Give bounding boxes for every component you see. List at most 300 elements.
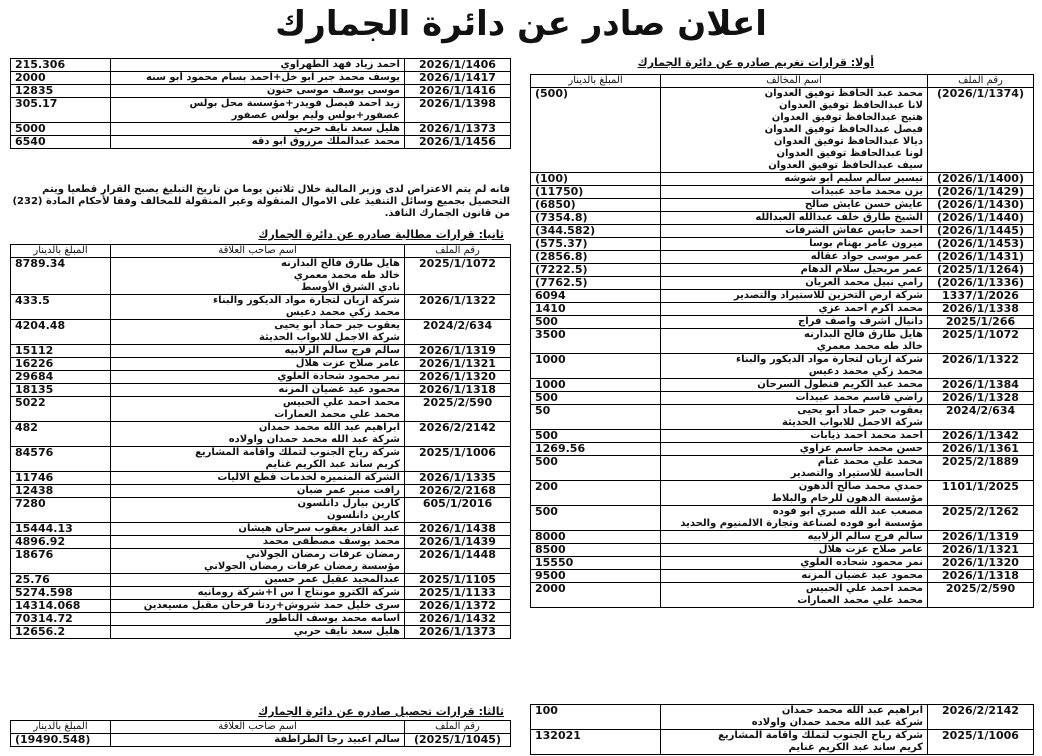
table-row — [531, 277, 1034, 290]
amount: 3500 — [531, 329, 661, 354]
name-line: عامر صلاح عزت هلال — [295, 358, 400, 369]
table-row — [531, 88, 1034, 173]
name-line: محمد زكي محمد دعيس — [285, 307, 400, 318]
table-row — [11, 626, 511, 639]
name-line: ابراهيم عبد الله محمد حمدان — [258, 422, 400, 433]
name-line: شركة عبد الله محمد حمدان واولاده — [751, 717, 923, 728]
party-name — [661, 379, 928, 392]
party-name — [661, 456, 928, 481]
name-line: مؤسسة ابو فوده لصناعة وتجارة الالمنيوم والحديد — [680, 518, 923, 529]
table-row — [531, 354, 1034, 379]
table-row — [531, 186, 1034, 199]
table-row — [11, 600, 511, 613]
header-name: اسم المخالف — [661, 75, 928, 88]
name-line: هايل طارق فالح البدارنه — [281, 258, 400, 269]
table-row — [11, 358, 511, 371]
amount: 1269.56 — [531, 443, 661, 456]
file-number: (2025/1/1045) — [405, 734, 511, 747]
amount: 12656.2 — [11, 626, 111, 639]
table-row — [531, 730, 1034, 755]
name-line: الشركة المتميزه لخدمات قطع الاليات — [217, 472, 400, 483]
name-line: عبد القادر يعقوب سرحان هيشان — [238, 523, 400, 534]
party-name — [111, 523, 405, 536]
file-number: 2025/1/1072 — [405, 258, 511, 295]
file-number: 2026/1/1373 — [405, 626, 511, 639]
file-number: 2026/1/1328 — [928, 392, 1034, 405]
table-row — [11, 485, 511, 498]
file-number: 2026/1/1320 — [928, 557, 1034, 570]
amount: 84576 — [11, 447, 111, 472]
amount: 70314.72 — [11, 613, 111, 626]
amount: 215.306 — [11, 59, 111, 72]
name-line: مؤسسة رمضان عرفات رمضان الجولاني — [203, 561, 400, 572]
section3-caption: ثالثا: قرارات تحصيل صادره عن دائرة الجمارك — [258, 705, 504, 718]
table-row — [531, 173, 1034, 186]
table-row — [531, 290, 1034, 303]
table-row — [531, 481, 1034, 506]
amount: 2000 — [11, 72, 111, 85]
table-row — [11, 613, 511, 626]
file-number: 2025/2/1262 — [928, 506, 1034, 531]
amount: (19490.548) — [11, 734, 111, 747]
party-name — [111, 371, 405, 384]
party-name — [661, 570, 928, 583]
file-number: 2026/1/1432 — [405, 613, 511, 626]
file-number: 2025/1/1006 — [405, 447, 511, 472]
file-number: (2026/1/1374) — [928, 88, 1034, 173]
amount: (7354.8) — [531, 212, 661, 225]
amount: 12438 — [11, 485, 111, 498]
name-line: محمد علي محمد غنام — [817, 456, 923, 467]
party-name — [111, 574, 405, 587]
party-name — [661, 443, 928, 456]
party-name — [661, 354, 928, 379]
amount: 14314.068 — [11, 600, 111, 613]
file-number: 2026/1/1361 — [928, 443, 1034, 456]
file-number: 2024/2/634 — [928, 405, 1034, 430]
name-line: شركة ارض التخزين للاستيراد والتصدير — [733, 290, 923, 301]
header-amount: المبلغ بالدينار — [11, 721, 111, 734]
amount: 4896.92 — [11, 536, 111, 549]
amount: (100) — [531, 173, 661, 186]
table-row — [11, 523, 511, 536]
name-line: هليل سعد نايف حربي — [293, 626, 400, 637]
name-line: عمر مريحيل سلام الدهام — [800, 264, 923, 275]
file-number: 2026/1/1335 — [405, 472, 511, 485]
file-number: 2026/1/1319 — [405, 345, 511, 358]
party-name — [661, 251, 928, 264]
section3-table — [10, 720, 511, 747]
party-name — [661, 225, 928, 238]
table-row — [11, 498, 511, 523]
name-line: شركة الاجمل للابواب الحديثة — [781, 417, 923, 428]
file-number: 605/1/2016 — [405, 498, 511, 523]
name-line: حسن محمد جاسم عزاوي — [799, 443, 923, 454]
table-row — [531, 316, 1034, 329]
party-name: هليل سعد نايف حربي — [111, 123, 405, 136]
party-name — [661, 199, 928, 212]
party-name — [661, 186, 928, 199]
section1-caption: أولا: قرارات تغريم صادره عن دائرة الجمارك — [637, 56, 874, 69]
name-line: الشيخ طارق خلف عبدالله العبدالله — [755, 212, 923, 223]
name-line: شركة ازيان لتجارة مواد الديكور والبناء — [735, 354, 923, 365]
party-name — [111, 397, 405, 422]
amount: 305.17 — [11, 98, 111, 123]
name-line: محمد عبد الكريم فنطول السرحان — [757, 379, 923, 390]
header-amount: المبلغ بالدينار — [11, 245, 111, 258]
amount: 9500 — [531, 570, 661, 583]
name-line: محمد احمد علي الحبيس — [282, 397, 400, 408]
file-number: (2026/1/1431) — [928, 251, 1034, 264]
party-name — [661, 557, 928, 570]
name-line: محمد اكرم احمد عزي — [818, 303, 923, 314]
amount: 100 — [531, 705, 661, 730]
file-number: (2025/1/1264) — [928, 264, 1034, 277]
table-row — [11, 397, 511, 422]
party-name — [661, 173, 928, 186]
name-line: نمر محمود شحادة العلوي — [277, 371, 400, 382]
amount: 500 — [531, 392, 661, 405]
party-name — [661, 212, 928, 225]
party-name — [111, 613, 405, 626]
file-number: 2026/1/1372 — [405, 600, 511, 613]
name-line: نادي الشرق الأوسط — [301, 282, 400, 293]
party-name — [661, 303, 928, 316]
party-name — [661, 730, 928, 755]
table-row — [531, 456, 1034, 481]
name-line: محمد يوسف مصطفى محمد — [262, 536, 400, 547]
party-name: احمد زياد فهد الطهراوي — [111, 59, 405, 72]
name-line: ديالا عبدالحافظ توفيق العدوان — [773, 136, 923, 147]
party-name — [661, 705, 928, 730]
name-line: رافت منير عمر ضبان — [296, 485, 400, 496]
amount: 1000 — [531, 379, 661, 392]
table-row — [11, 136, 511, 149]
file-number: (2026/1/1445) — [928, 225, 1034, 238]
file-number: 2026/1/1373 — [405, 123, 511, 136]
party-name — [111, 447, 405, 472]
file-number: 2026/1/1318 — [405, 384, 511, 397]
table-row — [11, 447, 511, 472]
table-row — [11, 123, 511, 136]
section2-caption: ثانيا: قرارات مطالبة صادره عن دائرة الجمارك — [258, 228, 504, 241]
name-line: تيسير سالم سليم ابو شوشه — [784, 173, 923, 184]
party-name — [661, 531, 928, 544]
table-row — [531, 557, 1034, 570]
amount: 15550 — [531, 557, 661, 570]
party-name — [661, 392, 928, 405]
name-line: محمد احمد علي الحبيس — [805, 583, 923, 594]
file-number: 2025/2/590 — [928, 583, 1034, 608]
name-line: محمد علي محمد العمارات — [797, 595, 923, 606]
name-line: هايل طارق فالح البدارنه — [804, 329, 923, 340]
amount: 15112 — [11, 345, 111, 358]
table-row — [11, 734, 511, 747]
file-number: 2026/1/1322 — [928, 354, 1034, 379]
name-line: عايش حسن عايش صالح — [804, 199, 923, 210]
name-line: ابراهيم عبد الله محمد حمدان — [781, 705, 923, 716]
table-row — [11, 59, 511, 72]
amount: 29684 — [11, 371, 111, 384]
file-number: 2026/1/1319 — [928, 531, 1034, 544]
amount: (500) — [531, 88, 661, 173]
party-name — [111, 498, 405, 523]
table-row — [531, 531, 1034, 544]
amount: 50 — [531, 405, 661, 430]
file-number: 2026/1/1406 — [405, 59, 511, 72]
name-line: كريم ساند عبد الكريم غنايم — [265, 459, 400, 470]
name-line: سالم اعبيد رجا الطراطفة — [274, 734, 400, 745]
name-line: احمد محمد احمد ذيابات — [810, 430, 923, 441]
table-row — [531, 443, 1034, 456]
party-name — [111, 384, 405, 397]
file-number: (2026/1/1453) — [928, 238, 1034, 251]
name-line: يزن محمد ماجد عبيدات — [810, 186, 923, 197]
name-line: كريم ساند عبد الكريم غنايم — [788, 742, 923, 753]
table-row — [531, 251, 1034, 264]
name-line: سالم فرج سالم الزلابيه — [284, 345, 400, 356]
table-row — [531, 544, 1034, 557]
party-name: محمد عبدالملك مرزوق ابو دقه — [111, 136, 405, 149]
amount: 500 — [531, 506, 661, 531]
party-name — [111, 258, 405, 295]
name-line: شركة عبد الله محمد حمدان واولاده — [228, 434, 400, 445]
file-number: 2025/1/1072 — [928, 329, 1034, 354]
header-file: رقم الملف — [405, 721, 511, 734]
party-name — [111, 734, 405, 747]
amount: 11746 — [11, 472, 111, 485]
name-line: فيصل عبدالحافظ توفيق العدوان — [764, 124, 923, 135]
name-line: محمود عيد غضيان المزنه — [801, 570, 923, 581]
file-number: 2026/1/1438 — [405, 523, 511, 536]
name-line: خالد طه محمد معمري — [293, 270, 400, 281]
file-number: 2025/1/266 — [928, 316, 1034, 329]
name-line: احمد حابس عفاش الشرفات — [785, 225, 923, 236]
amount: 500 — [531, 430, 661, 443]
party-name — [111, 320, 405, 345]
table-row — [531, 430, 1034, 443]
table-row — [531, 303, 1034, 316]
file-number: 2026/2/2142 — [928, 705, 1034, 730]
party-name: موسى يوسف موسى حنون — [111, 85, 405, 98]
name-line: الحاسبة للاستيراد والتصدير — [790, 468, 923, 479]
name-line: سيف عبدالحافظ توفيق العدوان — [768, 160, 923, 171]
table-row — [11, 422, 511, 447]
table-row — [11, 98, 511, 123]
table-row — [531, 570, 1034, 583]
table-row — [11, 258, 511, 295]
table-row — [11, 472, 511, 485]
party-name — [111, 549, 405, 574]
table-row — [531, 392, 1034, 405]
amount: 2000 — [531, 583, 661, 608]
amount: 8500 — [531, 544, 661, 557]
amount: 6540 — [11, 136, 111, 149]
party-name — [111, 358, 405, 371]
party-name — [111, 587, 405, 600]
amount: (575.37) — [531, 238, 661, 251]
party-name — [661, 316, 928, 329]
party-name — [661, 277, 928, 290]
name-line: رمضان عرفات رمضان الجولاني — [245, 549, 400, 560]
file-number: 2025/1/1105 — [405, 574, 511, 587]
table-row — [531, 238, 1034, 251]
header-name: اسم صاحب العلاقة — [111, 245, 405, 258]
name-line: شركة الاجمل للابواب الحديثة — [258, 332, 400, 343]
file-number: 1101/1/2025 — [928, 481, 1034, 506]
file-number: (2026/1/1400) — [928, 173, 1034, 186]
amount: (7222.5) — [531, 264, 661, 277]
table-row — [531, 506, 1034, 531]
amount: 18676 — [11, 549, 111, 574]
party-name — [111, 536, 405, 549]
file-number: 2026/1/1338 — [928, 303, 1034, 316]
file-number: (2026/1/1440) — [928, 212, 1034, 225]
name-line: شركة الكترو مونتاج ا س ا+شركة رومانيه — [197, 587, 400, 598]
name-line: حمدي محمد صالح الدهون — [798, 481, 923, 492]
amount: 433.5 — [11, 295, 111, 320]
section1b-table — [530, 704, 1034, 755]
party-name — [111, 600, 405, 613]
name-line: اسامه محمد يوسف الناطور — [266, 613, 400, 624]
party-name — [661, 88, 928, 173]
header-name: اسم صاحب العلاقة — [111, 721, 405, 734]
name-line: عامر صلاح عزت هلال — [818, 544, 923, 555]
party-name — [111, 295, 405, 320]
table-row — [11, 574, 511, 587]
party-name — [111, 422, 405, 447]
table-row — [531, 264, 1034, 277]
party-name: يوسف محمد جبر ابو خل+احمد بسام محمود أبو سنه — [111, 72, 405, 85]
name-line: شركة رياح الجنوب لتملك واقامة المشاريع — [718, 730, 923, 741]
party-name: زيد احمد فيصل فويدر+مؤسسة محل بولس عصفور+بولس وليم بولس عصفور — [111, 98, 405, 123]
name-line: لانا عبدالحافظ توفيق العدوان — [779, 100, 923, 111]
file-number: 2026/1/1320 — [405, 371, 511, 384]
file-number: 2025/1/1133 — [405, 587, 511, 600]
file-number: 2026/1/1384 — [928, 379, 1034, 392]
amount: 6094 — [531, 290, 661, 303]
table-row — [531, 225, 1034, 238]
table-row — [11, 549, 511, 574]
file-number: 2026/1/1417 — [405, 72, 511, 85]
amount: 5274.598 — [11, 587, 111, 600]
file-number: 2026/1/1398 — [405, 98, 511, 123]
table-row — [11, 371, 511, 384]
amount: 8000 — [531, 531, 661, 544]
file-number: (2026/1/1336) — [928, 277, 1034, 290]
table-row — [531, 199, 1034, 212]
table-row — [11, 295, 511, 320]
amount: 4204.48 — [11, 320, 111, 345]
table-row — [531, 705, 1034, 730]
file-number: 2026/1/1439 — [405, 536, 511, 549]
name-line: رامي نبيل محمد العريان — [805, 277, 923, 288]
party-name — [661, 544, 928, 557]
name-line: هتيج عبدالحافظ توفيق العدوان — [771, 112, 923, 123]
table-row — [531, 379, 1034, 392]
header-file: رقم الملف — [928, 75, 1034, 88]
amount: 5000 — [11, 123, 111, 136]
amount: (7762.5) — [531, 277, 661, 290]
name-line: محمد عبد الحافظ توفيق العدوان — [764, 88, 923, 99]
file-number: 2026/2/2168 — [405, 485, 511, 498]
name-line: خالد طه محمد معمري — [816, 341, 923, 352]
amount: 200 — [531, 481, 661, 506]
table-row — [531, 329, 1034, 354]
party-name — [111, 345, 405, 358]
file-number: 2026/2/2142 — [405, 422, 511, 447]
name-line: يعقوب جبر حماد أبو يحيى — [274, 320, 400, 331]
file-number: 2026/1/1318 — [928, 570, 1034, 583]
party-name — [661, 506, 928, 531]
page-title: اعلان صادر عن دائرة الجمارك — [275, 4, 767, 44]
amount: 7280 — [11, 498, 111, 523]
name-line: شركة ازيان لتجارة مواد الديكور والبناء — [212, 295, 400, 306]
name-line: ميرون عامر بهنام بوسا — [809, 238, 923, 249]
amount: 12835 — [11, 85, 111, 98]
party-name — [111, 626, 405, 639]
amount: 8789.34 — [11, 258, 111, 295]
header-file: رقم الملف — [405, 245, 511, 258]
amount: 1000 — [531, 354, 661, 379]
amount: 5022 — [11, 397, 111, 422]
amount: (11750) — [531, 186, 661, 199]
amount: 16226 — [11, 358, 111, 371]
name-line: محمود عيد غضيان المزنه — [278, 384, 400, 395]
name-line: دانيال اشرف واصف فراج — [798, 316, 923, 327]
table-row — [11, 320, 511, 345]
file-number: (2026/1/1430) — [928, 199, 1034, 212]
amount: (2856.8) — [531, 251, 661, 264]
header-amount: المبلغ بالدينار — [531, 75, 661, 88]
name-line: سالم فرج سالم الزلابيه — [807, 531, 923, 542]
amount: 500 — [531, 456, 661, 481]
name-line: عمر موسى جواد عقاله — [810, 251, 923, 262]
party-name — [111, 472, 405, 485]
party-name — [661, 238, 928, 251]
section1-table — [530, 74, 1034, 608]
table-row — [531, 212, 1034, 225]
party-name — [661, 290, 928, 303]
table-row — [11, 85, 511, 98]
file-number: 2026/1/1321 — [405, 358, 511, 371]
party-name — [661, 264, 928, 277]
amount: 18135 — [11, 384, 111, 397]
file-number: 2026/1/1416 — [405, 85, 511, 98]
amount: 1410 — [531, 303, 661, 316]
file-number: 2026/1/1342 — [928, 430, 1034, 443]
party-name — [661, 583, 928, 608]
file-number: 2026/1/1321 — [928, 544, 1034, 557]
table-row — [531, 583, 1034, 608]
file-number: 2026/1/1322 — [405, 295, 511, 320]
top-list-table — [10, 58, 511, 149]
name-line: يعقوب جبر حماد أبو يحيى — [797, 405, 923, 416]
party-name — [111, 485, 405, 498]
file-number: 2024/2/634 — [405, 320, 511, 345]
name-line: شركة رياح الجنوب لتملك واقامة المشاريع — [195, 447, 400, 458]
file-number: 1337/1/2026 — [928, 290, 1034, 303]
file-number: (2026/1/1429) — [928, 186, 1034, 199]
amount: (6850) — [531, 199, 661, 212]
amount: 25.76 — [11, 574, 111, 587]
name-line: مؤسسة الدهون للرخام والبلاط — [771, 493, 923, 504]
name-line: راضي قاسم محمد عبيدات — [795, 392, 923, 403]
amount: 500 — [531, 316, 661, 329]
file-number: 2025/1/1006 — [928, 730, 1034, 755]
name-line: لونا عبدالحافظ توفيق العدوان — [776, 148, 923, 159]
table-row — [11, 536, 511, 549]
